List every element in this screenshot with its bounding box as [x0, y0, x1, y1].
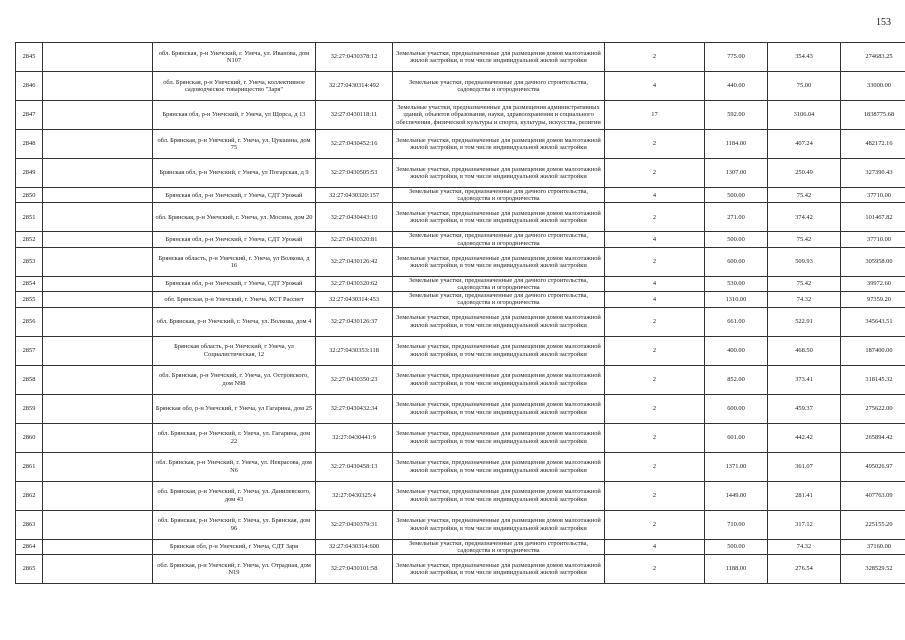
table-row — [16, 481, 905, 510]
address-cell: Брянская обл, р-н Унечский, г Унеча, ул Погарская, д 9 — [153, 159, 316, 188]
purpose-text: Земельные участки, предназначенные для размещения домов малоэтажной жилой застройки, в том числе индивидуальной жилой застройки — [396, 210, 601, 225]
land-use-purpose-cell — [393, 307, 605, 336]
specific-value-cell: 75.42 — [768, 276, 841, 291]
table-row — [16, 452, 905, 481]
purpose-text: Земельные участки, предназначенные для размещения домов малоэтажной жилой застройки, в том числе индивидуальной жилой застройки — [396, 372, 601, 387]
area-cell: 600.00 — [705, 394, 768, 423]
row-number-cell: 2859 — [16, 394, 43, 423]
purpose-text: Земельные участки, предназначенные для дачного строительства, садоводства и огородничества — [409, 232, 588, 247]
area-cell: 1184.00 — [705, 130, 768, 159]
land-use-purpose-cell — [393, 188, 605, 203]
address-cell: обл. Брянская, р-н Унечский, г. Унеча, ул. Некрасова, дом N6 — [153, 452, 316, 481]
group-code-cell: 17 — [605, 101, 705, 130]
area-cell: 775.00 — [705, 43, 768, 72]
purpose-text: Земельные участки, предназначенные для дачного строительства, садоводства и огородничества — [409, 276, 588, 292]
table-row — [16, 101, 905, 130]
purpose-text: Земельные участки, предназначенные для размещения домов малоэтажной жилой застройки, в том числе индивидуальной жилой застройки — [396, 314, 601, 329]
specific-value-cell: 374.42 — [768, 203, 841, 232]
address-cell: Брянская обл, р-н Унечский, г Унеча, СДТ Заря — [153, 539, 316, 554]
specific-value-cell: 250.49 — [768, 159, 841, 188]
land-use-purpose-cell — [393, 365, 605, 394]
area-cell: 592.00 — [705, 101, 768, 130]
cadastral-value-cell: 328529.52 — [841, 555, 905, 584]
row-number-cell: 2855 — [16, 292, 43, 307]
address-cell: обл. Брянская, р-н Унечский, г. Унеча, ул. Волкова, дом 4 — [153, 307, 316, 336]
cadastral-number-cell: 32:27:0430126:42 — [316, 247, 393, 276]
purpose-text: Земельные участки, предназначенные для размещения домов малоэтажной жилой застройки, в том числе индивидуальной жилой застройки — [396, 254, 601, 269]
area-cell: 600.00 — [705, 247, 768, 276]
group-code-cell: 2 — [605, 394, 705, 423]
row-number-cell: 2865 — [16, 555, 43, 584]
group-code-cell: 2 — [605, 336, 705, 365]
specific-value-cell: 75.42 — [768, 232, 841, 247]
table-row — [16, 159, 905, 188]
table-row — [16, 247, 905, 276]
land-use-purpose-cell — [393, 539, 605, 554]
table-row — [16, 423, 905, 452]
land-use-purpose-cell — [393, 452, 605, 481]
specific-value-cell: 407.24 — [768, 130, 841, 159]
area-cell: 1188.00 — [705, 555, 768, 584]
purpose-text: Земельные участки, предназначенные для размещения домов малоэтажной жилой застройки, в том числе индивидуальной жилой застройки — [396, 488, 601, 503]
group-code-cell: 2 — [605, 365, 705, 394]
registry-body — [16, 43, 905, 584]
area-cell: 500.00 — [705, 232, 768, 247]
cadastral-value-cell: 345643.51 — [841, 307, 905, 336]
cadastral-number-cell: 32:27:0430443:10 — [316, 203, 393, 232]
specific-value-cell: 276.54 — [768, 555, 841, 584]
address-cell: обл. Брянская, р-н Унечский, г. Унеча, ул. Цукшина, дом 75 — [153, 130, 316, 159]
area-cell: 1449.00 — [705, 481, 768, 510]
group-code-cell: 2 — [605, 130, 705, 159]
cadastral-number-cell: 32:27:0430118:11 — [316, 101, 393, 130]
specific-value-cell: 74.32 — [768, 539, 841, 554]
specific-value-cell: 442.42 — [768, 423, 841, 452]
row-number-cell: 2846 — [16, 72, 43, 101]
cadastral-number-cell: 32:27:0430314:453 — [316, 292, 393, 307]
blank-gap-cell — [43, 394, 153, 423]
specific-value-cell: 509.93 — [768, 247, 841, 276]
address-cell: Брянская обл, р-н Унечский, г Унеча, СДТ Урожай — [153, 276, 316, 291]
cadastral-value-cell: 37160.00 — [841, 539, 905, 554]
cadastral-number-cell: 32:27:0430353:118 — [316, 336, 393, 365]
cadastral-number-cell: 32:27:0430505:53 — [316, 159, 393, 188]
table-row — [16, 188, 905, 203]
purpose-text: Земельные участки, предназначенные для размещения домов малоэтажной жилой застройки, в том числе индивидуальной жилой застройки — [396, 561, 601, 577]
area-cell: 500.00 — [705, 539, 768, 554]
land-use-purpose-cell — [393, 423, 605, 452]
group-code-cell: 2 — [605, 452, 705, 481]
blank-gap-cell — [43, 203, 153, 232]
group-code-cell: 4 — [605, 539, 705, 554]
area-cell: 440.00 — [705, 72, 768, 101]
cadastral-value-cell: 33000.00 — [841, 72, 905, 101]
group-code-cell: 4 — [605, 232, 705, 247]
area-cell: 852.00 — [705, 365, 768, 394]
group-code-cell: 4 — [605, 292, 705, 307]
blank-gap-cell — [43, 72, 153, 101]
land-use-purpose-cell — [393, 203, 605, 232]
area-cell: 601.00 — [705, 423, 768, 452]
cadastral-value-cell: 275622.00 — [841, 394, 905, 423]
address-cell: обл. Брянская, р-н Унечский, г. Унеча, коллективное садоводческое товарищество "Заря" — [153, 72, 316, 101]
land-use-purpose-cell — [393, 510, 605, 539]
cadastral-number-cell: 32:27:0430441:9 — [316, 423, 393, 452]
blank-gap-cell — [43, 43, 153, 72]
row-number-cell: 2849 — [16, 159, 43, 188]
cadastral-value-cell: 327390.43 — [841, 159, 905, 188]
blank-gap-cell — [43, 159, 153, 188]
area-cell: 710.00 — [705, 510, 768, 539]
address-cell: Брянская область, р-н Унечский, г Унеча, ул Социалистическая, 12 — [153, 336, 316, 365]
cadastral-value-cell: 37710.00 — [841, 232, 905, 247]
area-cell: 1371.00 — [705, 452, 768, 481]
area-cell: 500.00 — [705, 188, 768, 203]
table-row — [16, 539, 905, 554]
address-cell: Брянская обл, р-н Унечский, г Унеча, СДТ Урожай — [153, 232, 316, 247]
address-cell: Брянская обл, р-н Унечский, г Унеча, СДТ Урожай — [153, 188, 316, 203]
purpose-text: Земельные участки, предназначенные для размещения домов малоэтажной жилой застройки, в том числе индивидуальной жилой застройки — [396, 136, 601, 151]
row-number-cell: 2863 — [16, 510, 43, 539]
land-use-purpose-cell — [393, 276, 605, 291]
purpose-text: Земельные участки, предназначенные для размещения административных зданий, объектов образования, науки, здравоохранения и социального обеспечения, физической культуры и спорта, культуры, искусства, религии — [396, 104, 601, 126]
land-use-purpose-cell — [393, 292, 605, 307]
blank-gap-cell — [43, 232, 153, 247]
row-number-cell: 2860 — [16, 423, 43, 452]
cadastral-value-cell: 482172.16 — [841, 130, 905, 159]
address-cell: Брянская обл, р-н Унечский, г Унеча, ул Щорса, д 13 — [153, 101, 316, 130]
land-use-purpose-cell — [393, 232, 605, 247]
blank-gap-cell — [43, 292, 153, 307]
cadastral-value-cell: 37710.00 — [841, 188, 905, 203]
cadastral-number-cell: 32:27:0430320:62 — [316, 276, 393, 291]
cadastral-number-cell: 32:27:0430452:16 — [316, 130, 393, 159]
address-cell: обл. Брянская, р-н Унечский, г. Унеча, ул. Данилевского, дом 43 — [153, 481, 316, 510]
cadastral-value-cell: 495026.97 — [841, 452, 905, 481]
address-cell: обл. Брянская, р-н Унечский, г. Унеча, ул. Мосина, дом 20 — [153, 203, 316, 232]
row-number-cell: 2858 — [16, 365, 43, 394]
cadastral-value-cell: 187400.00 — [841, 336, 905, 365]
specific-value-cell: 281.41 — [768, 481, 841, 510]
table-row — [16, 307, 905, 336]
address-cell: обл. Брянская, р-н Унечский, г. Унеча, ул. Иванова, дом N107 — [153, 43, 316, 72]
address-cell: обл. Брянская, р-н Унечский, г. Унеча, ул. Брянская, дом 96 — [153, 510, 316, 539]
purpose-text: Земельные участки, предназначенные для дачного строительства, садоводства и огородничества — [409, 188, 588, 203]
specific-value-cell: 75.00 — [768, 72, 841, 101]
purpose-text: Земельные участки, предназначенные для размещения домов малоэтажной жилой застройки, в том числе индивидуальной жилой застройки — [396, 459, 601, 474]
cadastral-number-cell: 32:27:0430320:157 — [316, 188, 393, 203]
table-row — [16, 43, 905, 72]
area-cell: 530.00 — [705, 276, 768, 291]
row-number-cell: 2852 — [16, 232, 43, 247]
cadastral-value-cell: 101467.82 — [841, 203, 905, 232]
address-cell: обл. Брянская, р-н Унечский, г. Унеча, КСТ Рассвет — [153, 292, 316, 307]
land-use-purpose-cell — [393, 101, 605, 130]
address-cell: обл. Брянская, р-н Унечский, г. Унеча, ул. Островского, дом N98 — [153, 365, 316, 394]
table-row — [16, 276, 905, 291]
cadastral-number-cell: 32:27:0430350:23 — [316, 365, 393, 394]
row-number-cell: 2851 — [16, 203, 43, 232]
cadastral-number-cell: 32:27:0430314:492 — [316, 72, 393, 101]
purpose-text: Земельные участки, предназначенные для размещения домов малоэтажной жилой застройки, в том числе индивидуальной жилой застройки — [396, 165, 601, 180]
table-row — [16, 232, 905, 247]
land-use-purpose-cell — [393, 43, 605, 72]
cadastral-value-cell: 274683.25 — [841, 43, 905, 72]
row-number-cell: 2848 — [16, 130, 43, 159]
blank-gap-cell — [43, 365, 153, 394]
land-use-purpose-cell — [393, 247, 605, 276]
area-cell: 661.00 — [705, 307, 768, 336]
row-number-cell: 2857 — [16, 336, 43, 365]
specific-value-cell: 459.37 — [768, 394, 841, 423]
address-cell: Брянская область, р-н Унечский, г. Унеча, ул Волкова, д 16 — [153, 247, 316, 276]
page-number: 153 — [876, 17, 891, 28]
cadastral-number-cell: 32:27:0430101:58 — [316, 555, 393, 584]
purpose-text: Земельные участки, предназначенные для дачного строительства, садоводства и огородничества — [409, 539, 588, 554]
purpose-text: Земельные участки, предназначенные для размещения домов малоэтажной жилой застройки, в том числе индивидуальной жилой застройки — [396, 430, 601, 445]
specific-value-cell: 361.07 — [768, 452, 841, 481]
specific-value-cell: 75.42 — [768, 188, 841, 203]
cadastral-value-cell: 318145.32 — [841, 365, 905, 394]
cadastral-value-cell: 265894.42 — [841, 423, 905, 452]
table-row — [16, 555, 905, 584]
land-use-purpose-cell — [393, 130, 605, 159]
cadastral-value-cell: 407763.09 — [841, 481, 905, 510]
purpose-text: Земельные участки, предназначенные для дачного строительства, садоводства и огородничества — [409, 78, 588, 93]
specific-value-cell: 354.43 — [768, 43, 841, 72]
blank-gap-cell — [43, 247, 153, 276]
cadastral-value-cell: 1838775.68 — [841, 101, 905, 130]
table-row — [16, 510, 905, 539]
blank-gap-cell — [43, 423, 153, 452]
land-use-purpose-cell — [393, 336, 605, 365]
group-code-cell: 2 — [605, 423, 705, 452]
area-cell: 1310.00 — [705, 292, 768, 307]
row-number-cell: 2854 — [16, 276, 43, 291]
row-number-cell: 2850 — [16, 188, 43, 203]
group-code-cell: 2 — [605, 159, 705, 188]
cadastral-number-cell: 32:27:0430314:600 — [316, 539, 393, 554]
purpose-text: Земельные участки, предназначенные для дачного строительства, садоводства и огородничества — [409, 292, 588, 307]
cadastral-number-cell: 32:27:0430325:4 — [316, 481, 393, 510]
blank-gap-cell — [43, 276, 153, 291]
blank-gap-cell — [43, 555, 153, 584]
specific-value-cell: 3106.04 — [768, 101, 841, 130]
table-row — [16, 336, 905, 365]
group-code-cell: 2 — [605, 43, 705, 72]
group-code-cell: 2 — [605, 307, 705, 336]
row-number-cell: 2845 — [16, 43, 43, 72]
cadastral-number-cell: 32:27:0430126:37 — [316, 307, 393, 336]
group-code-cell: 4 — [605, 188, 705, 203]
specific-value-cell: 317.12 — [768, 510, 841, 539]
area-cell: 400.00 — [705, 336, 768, 365]
table-row — [16, 292, 905, 307]
table-row — [16, 203, 905, 232]
row-number-cell: 2864 — [16, 539, 43, 554]
specific-value-cell: 74.32 — [768, 292, 841, 307]
table-row — [16, 130, 905, 159]
purpose-text: Земельные участки, предназначенные для размещения домов малоэтажной жилой застройки, в том числе индивидуальной жилой застройки — [396, 49, 601, 64]
group-code-cell: 4 — [605, 72, 705, 101]
cadastral-number-cell: 32:27:0430432:34 — [316, 394, 393, 423]
cadastral-value-cell: 305958.00 — [841, 247, 905, 276]
table-row — [16, 394, 905, 423]
blank-gap-cell — [43, 188, 153, 203]
cadastral-value-cell: 97359.20 — [841, 292, 905, 307]
registry-table — [15, 42, 905, 584]
cadastral-number-cell: 32:27:0430378:12 — [316, 43, 393, 72]
cadastral-value-cell: 225155.20 — [841, 510, 905, 539]
row-number-cell: 2853 — [16, 247, 43, 276]
purpose-text: Земельные участки, предназначенные для размещения домов малоэтажной жилой застройки, в том числе индивидуальной жилой застройки — [396, 343, 601, 358]
purpose-text: Земельные участки, предназначенные для размещения домов малоэтажной жилой застройки, в том числе индивидуальной жилой застройки — [396, 401, 601, 416]
cadastral-number-cell: 32:27:0430458:13 — [316, 452, 393, 481]
cadastral-value-cell: 39972.60 — [841, 276, 905, 291]
blank-gap-cell — [43, 481, 153, 510]
purpose-text: Земельные участки, предназначенные для размещения домов малоэтажной жилой застройки, в том числе индивидуальной жилой застройки — [396, 517, 601, 532]
blank-gap-cell — [43, 452, 153, 481]
group-code-cell: 2 — [605, 203, 705, 232]
land-use-purpose-cell — [393, 394, 605, 423]
land-use-purpose-cell — [393, 72, 605, 101]
blank-gap-cell — [43, 336, 153, 365]
blank-gap-cell — [43, 510, 153, 539]
land-use-purpose-cell — [393, 555, 605, 584]
group-code-cell: 2 — [605, 555, 705, 584]
area-cell: 1307.00 — [705, 159, 768, 188]
address-cell: обл. Брянская, р-н Унечский, г. Унеча, ул. Гагарина, дом 22 — [153, 423, 316, 452]
specific-value-cell: 468.50 — [768, 336, 841, 365]
area-cell: 271.00 — [705, 203, 768, 232]
address-cell: Брянская обл, р-н Унечский, г Унеча, ул Гагарина, дом 25 — [153, 394, 316, 423]
cadastral-number-cell: 32:27:0430320:81 — [316, 232, 393, 247]
row-number-cell: 2847 — [16, 101, 43, 130]
group-code-cell: 2 — [605, 481, 705, 510]
row-number-cell: 2861 — [16, 452, 43, 481]
group-code-cell: 4 — [605, 276, 705, 291]
table-row — [16, 72, 905, 101]
cadastral-number-cell: 32:27:0430379:31 — [316, 510, 393, 539]
group-code-cell: 2 — [605, 247, 705, 276]
blank-gap-cell — [43, 307, 153, 336]
land-use-purpose-cell — [393, 159, 605, 188]
address-cell: обл. Брянская, р-н Унечский, г. Унеча, ул. Отрадная, дом N19 — [153, 555, 316, 584]
group-code-cell: 2 — [605, 510, 705, 539]
blank-gap-cell — [43, 101, 153, 130]
row-number-cell: 2856 — [16, 307, 43, 336]
specific-value-cell: 373.41 — [768, 365, 841, 394]
table-row — [16, 365, 905, 394]
blank-gap-cell — [43, 539, 153, 554]
specific-value-cell: 522.91 — [768, 307, 841, 336]
row-number-cell: 2862 — [16, 481, 43, 510]
land-use-purpose-cell — [393, 481, 605, 510]
blank-gap-cell — [43, 130, 153, 159]
